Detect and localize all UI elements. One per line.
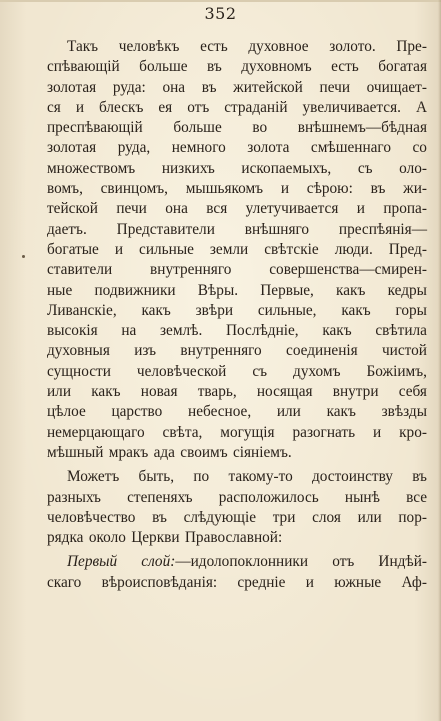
- word: сильные,: [257, 301, 317, 319]
- text-line: [47, 528, 427, 548]
- word: степеняхъ: [127, 488, 193, 506]
- word: какъ: [91, 383, 121, 401]
- word: оло-: [399, 159, 427, 177]
- word: люди.: [334, 240, 373, 258]
- word: изъ: [134, 342, 157, 360]
- word: все: [406, 488, 427, 506]
- word: ея: [158, 98, 173, 116]
- word: царство: [111, 403, 163, 421]
- word: руда,: [117, 139, 151, 157]
- word: улетучивается: [245, 200, 339, 218]
- italic-word: слой:: [141, 553, 176, 571]
- word: пор-: [398, 508, 427, 526]
- word: очищает-: [366, 78, 427, 96]
- word: съ: [357, 159, 373, 177]
- word: слоя: [312, 508, 341, 526]
- word: средніе: [237, 573, 286, 591]
- word: смѣшеннаго: [310, 139, 391, 157]
- text-line: [47, 362, 427, 382]
- word: тейской: [47, 200, 98, 218]
- word: человѣкъ: [118, 38, 180, 55]
- word: низкихъ: [161, 159, 215, 177]
- word: цѣлое: [47, 403, 86, 421]
- word: въ: [370, 180, 386, 198]
- word: могущія: [220, 423, 275, 441]
- italic-word: Первый: [67, 553, 118, 571]
- word: внѣшняго: [244, 220, 310, 238]
- word: немного: [171, 139, 226, 157]
- word: Можетъ: [67, 468, 120, 486]
- word: золота: [247, 139, 290, 157]
- word: ископаемыхъ,: [241, 159, 332, 177]
- word: золото.: [329, 38, 376, 55]
- word: больше: [139, 58, 188, 76]
- word: разныхъ: [47, 488, 101, 506]
- word: рядка: [47, 529, 84, 547]
- word: преспѣянія—: [338, 220, 427, 238]
- word: быть,: [138, 468, 175, 486]
- word: и: [305, 573, 314, 591]
- text-line: [47, 260, 427, 280]
- word: ада: [153, 443, 175, 461]
- text-line: [47, 573, 427, 593]
- text-line: [47, 402, 427, 422]
- word: печи: [319, 78, 351, 96]
- word: мѣшный: [47, 443, 104, 461]
- word: подвижники: [94, 281, 176, 299]
- word: печи: [116, 200, 147, 218]
- word: звѣзды: [381, 403, 427, 421]
- word: золотая: [47, 139, 97, 157]
- word: или: [276, 403, 301, 421]
- word: вомъ,: [47, 180, 83, 198]
- word: разогнать: [292, 423, 356, 441]
- word: въ: [412, 468, 427, 486]
- word: А: [415, 98, 427, 116]
- word: высокія: [47, 322, 98, 340]
- word: даетъ.: [47, 220, 87, 238]
- word: горы: [395, 301, 427, 319]
- word: Послѣдніе,: [225, 322, 299, 340]
- word: звѣри: [195, 301, 234, 319]
- word: больше: [173, 119, 222, 137]
- word: или: [47, 383, 72, 401]
- word: пропа-: [383, 200, 427, 218]
- word: тварь,: [197, 383, 237, 401]
- text-line: [47, 37, 427, 57]
- word: кедры: [387, 281, 427, 299]
- word: золотая: [47, 78, 97, 96]
- word: богатая: [378, 58, 427, 76]
- word: слѣдующіе: [183, 508, 256, 526]
- word: мракъ: [108, 443, 149, 461]
- word: себя: [398, 383, 427, 401]
- word: свѣтскіе: [264, 240, 319, 258]
- word: со: [412, 139, 427, 157]
- word: и: [356, 200, 365, 218]
- word: внутренняго: [180, 342, 262, 360]
- word: отъ: [332, 553, 355, 571]
- text-line: [47, 199, 427, 219]
- word: соединенія: [286, 342, 358, 360]
- word: свѣтила: [375, 322, 427, 340]
- word: жи-: [403, 180, 427, 198]
- word: руда:: [112, 78, 146, 96]
- word: нынѣ: [344, 488, 380, 506]
- word: такому-то: [228, 468, 293, 486]
- word: небесное,: [188, 403, 252, 421]
- text-line: [47, 179, 427, 199]
- margin-dot: [22, 255, 25, 258]
- word: множествомъ: [47, 159, 136, 177]
- page-number: 352: [204, 4, 237, 23]
- text-line: [47, 382, 427, 402]
- word: три: [272, 508, 296, 526]
- word: на: [121, 322, 137, 340]
- word: внѣшнемъ—бѣдная: [297, 119, 427, 137]
- word: вѣроисповѣданія:: [101, 573, 218, 591]
- word: и: [373, 423, 382, 441]
- text-line: [47, 240, 427, 260]
- word: внутри: [332, 383, 379, 401]
- word: Такъ: [67, 38, 99, 55]
- word: спѣвающій: [47, 58, 120, 76]
- word: какъ: [336, 281, 366, 299]
- word: какъ: [326, 403, 356, 421]
- word: Пред-: [388, 240, 427, 258]
- word: Ливанскіе,: [47, 301, 117, 319]
- word: человѣческой: [136, 362, 227, 380]
- word: вся: [206, 200, 228, 218]
- word: достоинству: [312, 468, 393, 486]
- word: или: [357, 508, 382, 526]
- word: новая: [140, 383, 178, 401]
- text-line: [47, 488, 427, 508]
- word: чистой: [381, 342, 427, 360]
- text-line: [47, 57, 427, 77]
- word: около: [88, 529, 126, 547]
- word: страданій: [224, 98, 288, 116]
- word: духовномъ: [241, 58, 312, 76]
- word: Пре-: [396, 38, 427, 55]
- word: совершенства—смирен-: [269, 261, 427, 279]
- text-line: [47, 552, 427, 572]
- word: расположилось: [218, 488, 319, 506]
- word: какъ: [322, 322, 352, 340]
- word: носящая: [256, 383, 313, 401]
- word: свѣта,: [162, 423, 203, 441]
- word: свинцомъ,: [100, 180, 168, 198]
- word: преспѣвающій: [47, 119, 143, 137]
- word: сильные: [139, 240, 194, 258]
- word: ся: [47, 98, 61, 116]
- text-line: [47, 138, 427, 158]
- word: сѣрою:: [306, 180, 353, 198]
- word: и: [280, 180, 290, 198]
- word: во: [252, 119, 268, 137]
- word: землѣ.: [160, 322, 203, 340]
- word: духомъ: [293, 362, 341, 380]
- text-line: [47, 341, 427, 361]
- word: какъ: [141, 301, 171, 319]
- word: съ: [252, 362, 268, 380]
- word: Индѣй-: [378, 553, 427, 571]
- word: Церкви: [131, 529, 180, 547]
- word: Представители: [116, 220, 215, 238]
- word: Вѣры.: [197, 281, 239, 299]
- word: кро-: [399, 423, 427, 441]
- word: Божіимъ,: [366, 362, 427, 380]
- word: сущности: [47, 362, 111, 380]
- text-line: [47, 281, 427, 301]
- word: и: [114, 240, 124, 258]
- word: житейской: [233, 78, 303, 96]
- text-line: [47, 118, 427, 138]
- word: въ: [207, 58, 222, 76]
- word: внутренняго: [150, 261, 232, 279]
- word: сіяніемъ.: [232, 443, 292, 461]
- word: слой:—идолопоклонники: [141, 553, 309, 571]
- word: блескъ: [99, 98, 144, 116]
- word: духовное: [248, 38, 309, 55]
- word: въ: [152, 508, 167, 526]
- word: она: [165, 200, 188, 218]
- word: Аф-: [401, 573, 427, 591]
- word: какъ: [341, 301, 371, 319]
- word: увеличивается.: [302, 98, 401, 116]
- word: Первые,: [260, 281, 314, 299]
- text-line: [47, 423, 427, 443]
- word: и: [75, 98, 85, 116]
- word: по: [193, 468, 210, 486]
- text-line: [47, 321, 427, 341]
- text-line: [47, 443, 427, 463]
- word: южные: [334, 573, 382, 591]
- text-line: [47, 78, 427, 98]
- text-line: [47, 220, 427, 240]
- word: есть: [331, 58, 359, 76]
- text-line: [47, 508, 427, 528]
- word: духовныя: [47, 342, 110, 360]
- word: мышьякомъ: [185, 180, 264, 198]
- word: человѣчество: [47, 508, 136, 526]
- word: богатые: [47, 240, 99, 258]
- word: своимъ: [180, 443, 228, 461]
- text-line: [47, 467, 427, 487]
- word: въ: [201, 78, 217, 96]
- text-line: [47, 98, 427, 118]
- word: земли: [209, 240, 249, 258]
- word: она: [162, 78, 186, 96]
- body-text: [47, 37, 427, 593]
- word: ные: [47, 281, 73, 299]
- word: [67, 552, 117, 572]
- text-line: [47, 159, 427, 179]
- word: отъ: [187, 98, 210, 116]
- page-top-edge: [0, 0, 441, 2]
- word: скаго: [47, 573, 82, 591]
- word: немерцающаго: [47, 423, 145, 441]
- word: Православной:: [184, 529, 283, 547]
- word: ставители: [47, 261, 113, 279]
- text-line: [47, 301, 427, 321]
- word: есть: [200, 38, 228, 55]
